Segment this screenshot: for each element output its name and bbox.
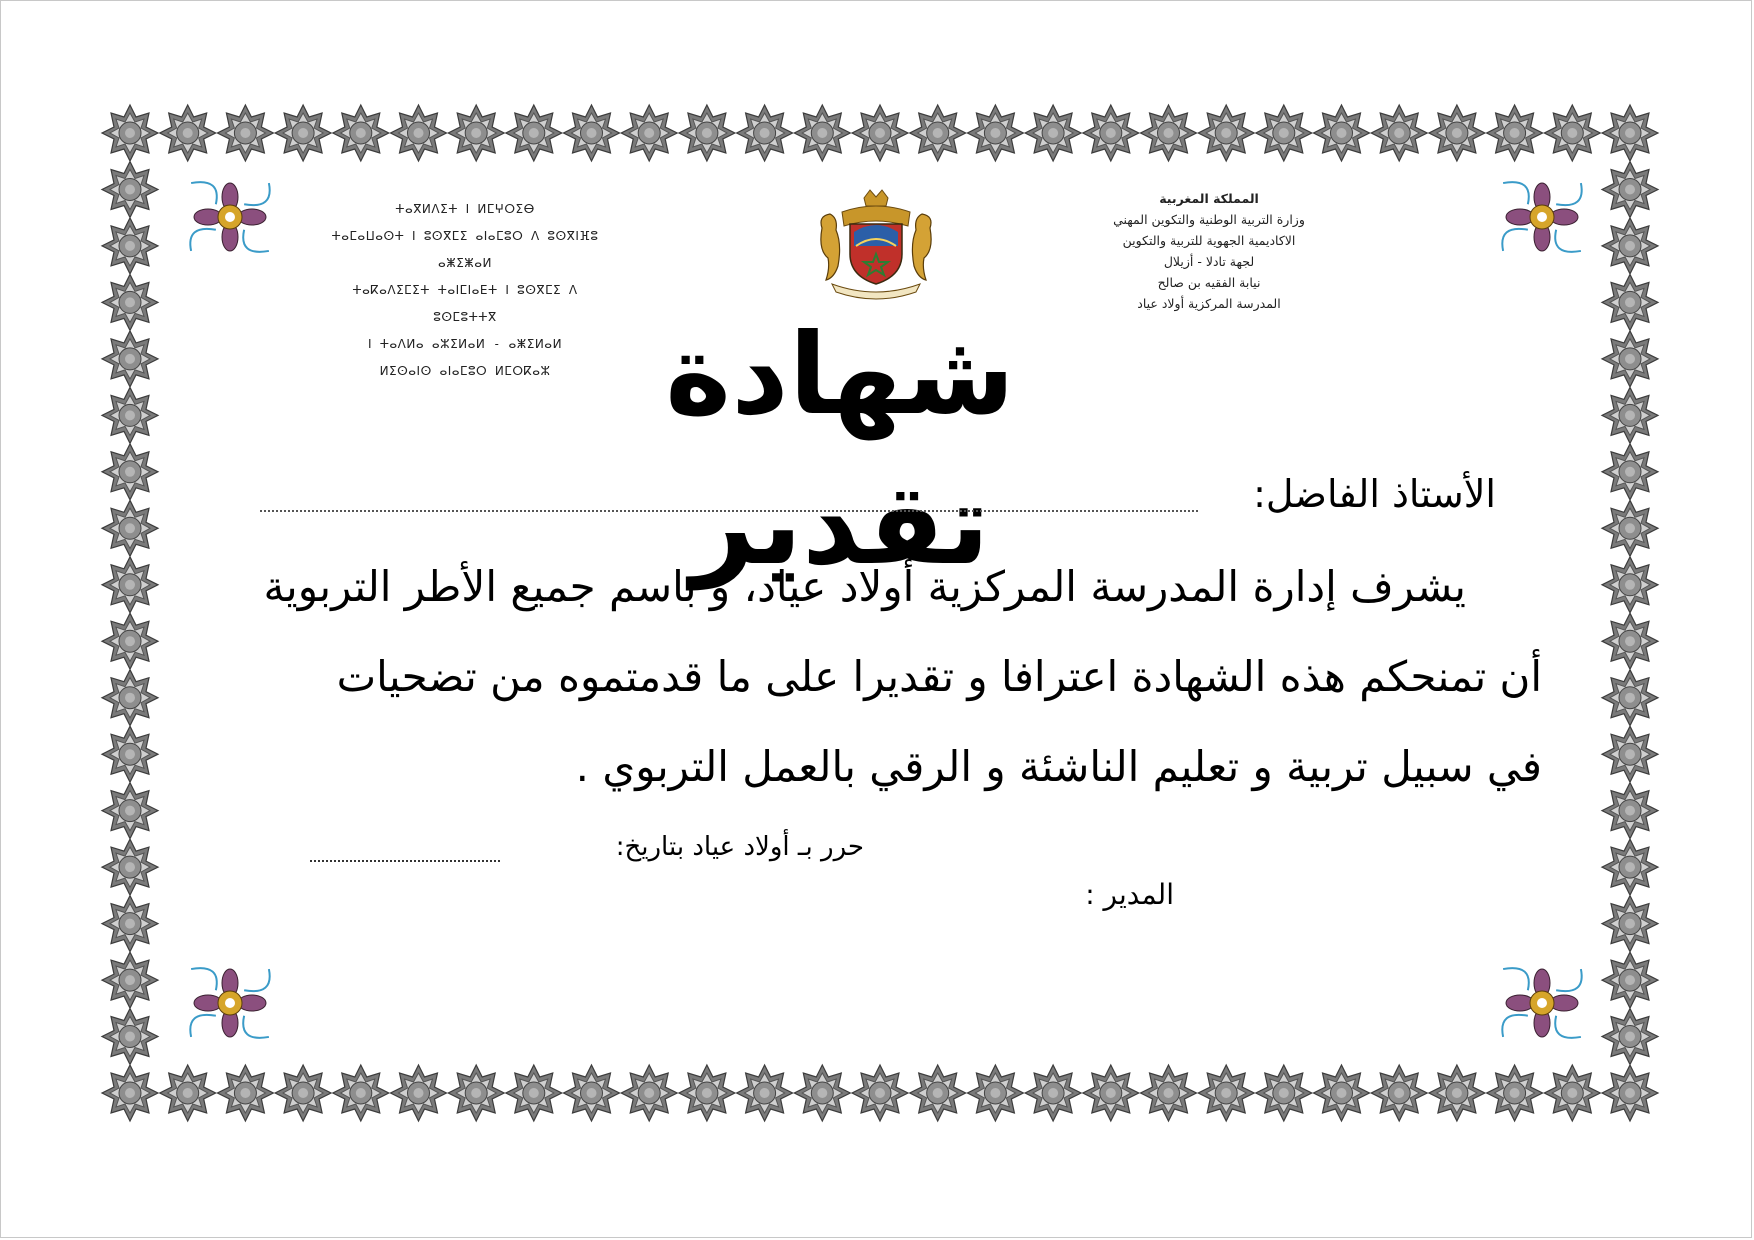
- border-star-tile: [1602, 331, 1658, 387]
- border-star-tile: [333, 105, 389, 161]
- tifinagh-line-5: ⵍⵉⵙⴰⵏⵙ ⴰⵏⴰⵎⵓⵔ ⵍⵎⵔⴽⴰⵣ: [379, 364, 551, 378]
- border-star-tile: [1025, 1065, 1081, 1121]
- header-line-region: لجهة تادلا - أزيلال: [1163, 254, 1255, 269]
- border-star-tile: [506, 1065, 562, 1121]
- border-star-tile: [1602, 896, 1658, 952]
- border-star-tile: [102, 218, 158, 274]
- border-star-tile: [1314, 1065, 1370, 1121]
- border-star-tile: [160, 105, 216, 161]
- border-star-tile: [506, 105, 562, 161]
- border-star-tile: [1602, 783, 1658, 839]
- border-star-tile: [102, 500, 158, 556]
- header-line-academy: الاكاديمية الجهوية للتربية والتكوين: [1122, 233, 1296, 248]
- header-line-kingdom: المملكة المغربية: [1159, 191, 1259, 206]
- border-star-tile: [1602, 274, 1658, 330]
- border-star-tile: [1602, 1065, 1658, 1121]
- tifinagh-line-1: ⵜⴰⴳⵍⴷⵉⵜ ⵏ ⵍⵎⵖⵔⵉⴱ: [395, 202, 535, 216]
- border-star-tile: [1602, 670, 1658, 726]
- tifinagh-line-2: ⵜⴰⵎⴰⵡⴰⵙⵜ ⵏ ⵓⵙⴳⵎⵉ ⴰⵏⴰⵎⵓⵔ ⴷ ⵓⵙⴳⵏⴼⵓ ⴰⵥⵉⵥⴰⵍ: [331, 229, 599, 270]
- border-star-tile: [1602, 1009, 1658, 1065]
- border-star-tile: [102, 557, 158, 613]
- border-star-tile: [275, 1065, 331, 1121]
- border-star-tile: [102, 839, 158, 895]
- border-star-tile: [102, 1009, 158, 1065]
- border-star-tile: [1256, 1065, 1312, 1121]
- border-star-tile: [102, 331, 158, 387]
- border-star-tile: [1198, 1065, 1254, 1121]
- border-star-tile: [275, 105, 331, 161]
- corner-ornament-bottom-right: [1480, 948, 1605, 1058]
- border-star-tile: [1602, 839, 1658, 895]
- border-star-tile: [679, 105, 735, 161]
- teacher-label: الأستاذ الفاضل:: [1253, 472, 1496, 516]
- border-star-tile: [391, 1065, 447, 1121]
- border-star-tile: [102, 670, 158, 726]
- border-star-tile: [679, 1065, 735, 1121]
- date-line: حرر بـ أولاد عياد بتاريخ:: [615, 832, 864, 862]
- border-star-tile: [1487, 105, 1543, 161]
- border-star-tile: [910, 105, 966, 161]
- border-star-tile: [1544, 1065, 1600, 1121]
- border-star-tile: [1602, 952, 1658, 1008]
- border-star-tile: [1256, 105, 1312, 161]
- border-star-tile: [1429, 1065, 1485, 1121]
- border-star-tile: [1198, 105, 1254, 161]
- arabic-header: [1099, 188, 1319, 314]
- border-star-tile: [967, 1065, 1023, 1121]
- border-star-tile: [102, 783, 158, 839]
- border-star-tile: [1371, 1065, 1427, 1121]
- border-star-tile: [333, 1065, 389, 1121]
- border-star-tile: [102, 105, 158, 161]
- border-star-tile: [102, 274, 158, 330]
- border-star-tile: [1314, 105, 1370, 161]
- border-star-tile: [1487, 1065, 1543, 1121]
- border-star-tile: [737, 1065, 793, 1121]
- header-line-ministry: وزارة التربية الوطنية والتكوين المهني: [1113, 212, 1305, 227]
- border-star-tile: [102, 387, 158, 443]
- border-star-tile: [1083, 105, 1139, 161]
- border-star-tile: [967, 105, 1023, 161]
- director-label: المدير :: [1085, 878, 1174, 911]
- tifinagh-line-3: ⵜⴰⴽⴰⴷⵉⵎⵉⵜ ⵜⴰⵏⵎⵏⴰⴹⵜ ⵏ ⵓⵙⴳⵎⵉ ⴷ ⵓⵙⵎⵓⵜⵜⴳ: [352, 283, 578, 324]
- border-star-tile: [1025, 105, 1081, 161]
- border-star-tile: [1602, 444, 1658, 500]
- border-star-tile: [1602, 726, 1658, 782]
- border-star-tile: [1602, 162, 1658, 218]
- certificate-title: شهادة تقدير: [665, 310, 1015, 590]
- teacher-name-dotted-line: [260, 510, 1198, 512]
- border-star-tile: [102, 952, 158, 1008]
- border-star-tile: [1141, 1065, 1197, 1121]
- border-star-tile: [1602, 105, 1658, 161]
- border-star-tile: [217, 105, 273, 161]
- border-star-tile: [1602, 387, 1658, 443]
- border-star-tile: [102, 726, 158, 782]
- tifinagh-line-4: ⵏ ⵜⴰⴷⵍⴰ ⴰⵣⵉⵍⴰⵍ - ⴰⵥⵉⵍⴰⵍ: [367, 337, 563, 351]
- border-star-tile: [1544, 105, 1600, 161]
- border-star-tile: [1429, 105, 1485, 161]
- border-star-tile: [794, 1065, 850, 1121]
- border-star-tile: [102, 613, 158, 669]
- border-star-tile: [391, 105, 447, 161]
- border-star-tile: [852, 1065, 908, 1121]
- border-star-tile: [160, 1065, 216, 1121]
- body-line-2: أن تمنحكم هذه الشهادة اعترافا و تقديرا على ما قدمتموه من تضحيات: [336, 652, 1542, 701]
- border-star-tile: [1602, 218, 1658, 274]
- border-star-tile: [564, 1065, 620, 1121]
- border-star-tile: [217, 1065, 273, 1121]
- border-star-tile: [1083, 1065, 1139, 1121]
- corner-ornament-top-left: [168, 162, 293, 272]
- border-star-tile: [621, 105, 677, 161]
- border-star-tile: [910, 1065, 966, 1121]
- header-line-school: المدرسة المركزية أولاد عياد: [1137, 296, 1281, 311]
- header-line-delegation: نيابة الفقيه بن صالح: [1157, 275, 1261, 290]
- border-star-tile: [564, 105, 620, 161]
- border-star-tile: [1602, 500, 1658, 556]
- border-star-tile: [1371, 105, 1427, 161]
- corner-ornament-bottom-left: [168, 948, 293, 1058]
- border-star-tile: [852, 105, 908, 161]
- body-line-1: يشرف إدارة المدرسة المركزية أولاد عياد، و باسم جميع الأطر التربوية: [263, 562, 1466, 611]
- border-star-tile: [448, 105, 504, 161]
- coat-of-arms-emblem: [812, 188, 940, 300]
- border-star-tile: [102, 444, 158, 500]
- border-star-tile: [621, 1065, 677, 1121]
- border-star-tile: [102, 896, 158, 952]
- date-dotted-line: [310, 860, 500, 862]
- corner-ornament-top-right: [1480, 162, 1605, 272]
- border-star-tile: [794, 105, 850, 161]
- border-star-tile: [102, 162, 158, 218]
- border-star-tile: [737, 105, 793, 161]
- body-line-3: في سبيل تربية و تعليم الناشئة و الرقي بالعمل التربوي .: [575, 742, 1542, 791]
- border-star-tile: [1602, 557, 1658, 613]
- border-star-tile: [1141, 105, 1197, 161]
- border-star-tile: [448, 1065, 504, 1121]
- border-star-tile: [1602, 613, 1658, 669]
- border-star-tile: [102, 1065, 158, 1121]
